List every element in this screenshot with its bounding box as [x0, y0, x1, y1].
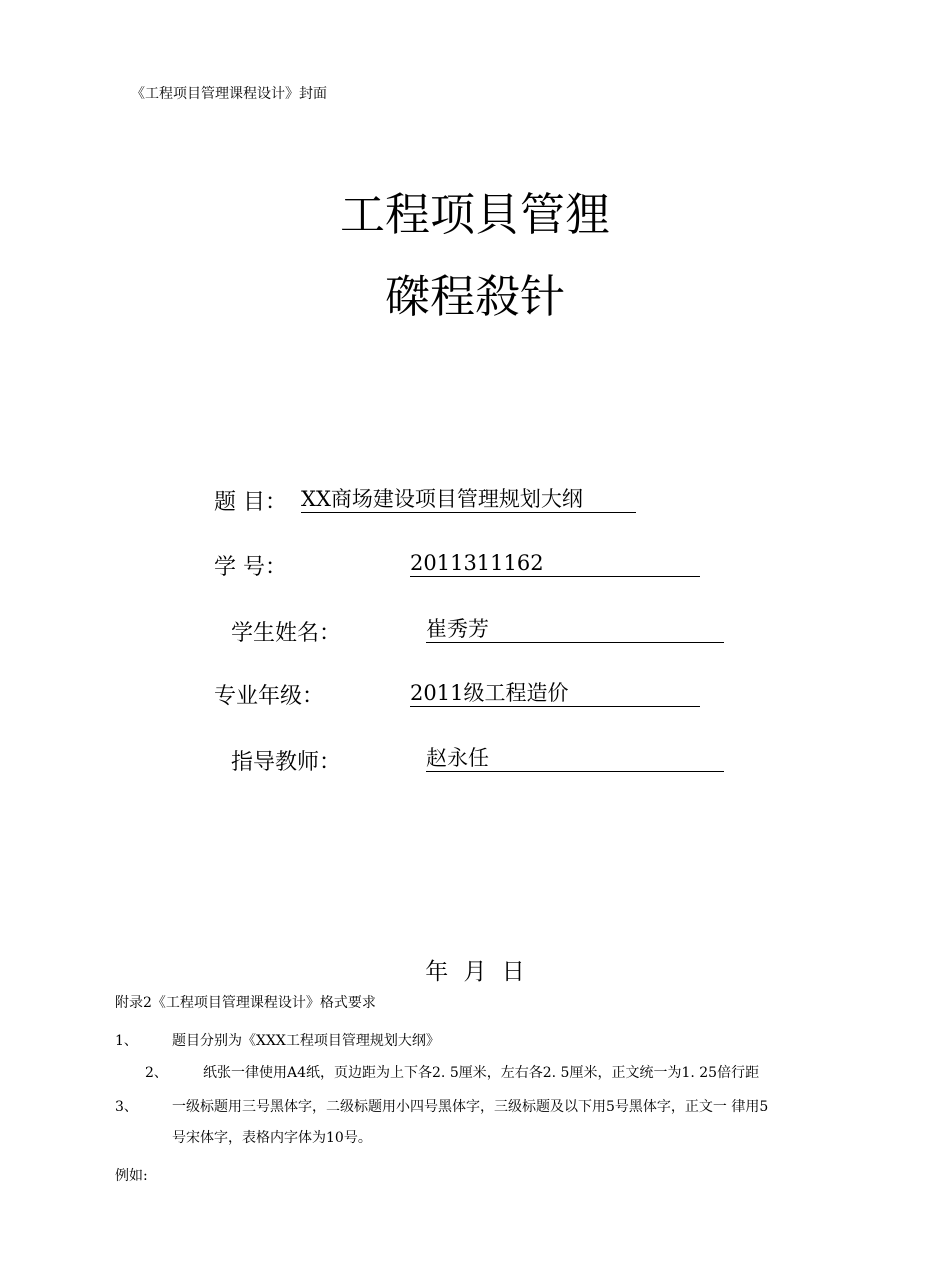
appendix-heading: 附录2《工程项目管理课程设计》格式要求 [115, 995, 376, 1011]
field-label-student-name: 学生姓名： [231, 621, 342, 646]
appendix-item-2-number: 2、 [145, 1065, 168, 1081]
cover-title-line-1: 工程项貝管狸 [339, 188, 610, 241]
appendix-item-2-text: 纸张一律使用A4纸，页边距为上下各2. 5厘米，左右各2. 5厘米，正文统一为1. 25倍行距 [203, 1065, 760, 1081]
field-value-student-name [426, 616, 724, 643]
field-label-major-grade: 专业年级： [214, 684, 325, 709]
field-value-advisor [426, 745, 724, 772]
example-label: 例如: [115, 1168, 148, 1184]
appendix-item-3-continuation: 号宋体字，表格内字体为10号。 [172, 1130, 372, 1146]
field-value-advisor-text: 赵永任 [426, 746, 489, 770]
field-value-student-id [410, 550, 700, 577]
appendix-item-3-number: 3、 [115, 1099, 138, 1115]
appendix-item-1-number: 1、 [115, 1033, 138, 1049]
field-value-topic [301, 486, 636, 513]
field-label-topic: 题 目： [214, 490, 287, 515]
field-label-advisor: 指导教师： [231, 750, 342, 775]
cover-title-line-2: 磔程殺针 [384, 270, 565, 323]
appendix-item-1-text: 题目分别为《XXX工程项目管理规划大纲》 [172, 1033, 440, 1049]
field-value-major-grade [410, 680, 700, 707]
field-value-major-grade-text: 2011级工程造价 [410, 681, 569, 705]
appendix-item-3-text: 一级标题用三号黑体字，二级标题用小四号黑体字，三级标题及以下用5号黑体字，正文一 律用5 [172, 1099, 769, 1115]
field-label-student-id: 学 号： [214, 555, 287, 580]
field-value-student-name-text: 崔秀芳 [426, 617, 489, 641]
header-note: 《工程项目管理课程设计》封面 [131, 86, 327, 102]
field-value-student-id-text: 2011311162 [410, 551, 544, 575]
field-value-topic-text: XX商场建设项目管理规划大纲 [301, 487, 583, 511]
date-line: 年 月 日 [425, 959, 525, 985]
